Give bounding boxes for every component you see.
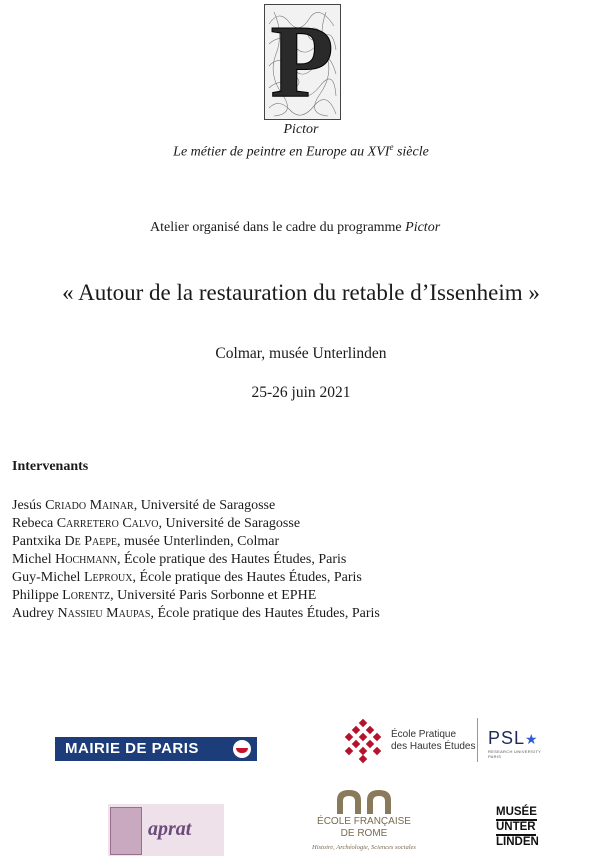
program-subtitle-main: Le métier de peintre en Europe au XVI bbox=[173, 144, 390, 160]
program-subtitle-end: siècle bbox=[393, 144, 429, 160]
program-subtitle bbox=[0, 142, 602, 161]
engraved-letter-p-icon bbox=[264, 4, 341, 120]
musee-unterlinden-logo bbox=[496, 806, 566, 860]
event-place: Colmar, musée Unterlinden bbox=[215, 345, 387, 362]
speaker-item: Rebeca Carretero Calvo, Université de Saragosse bbox=[12, 516, 301, 531]
speakers-list bbox=[12, 497, 380, 623]
speaker-item: Guy-Michel Leproux, École pratique des Hautes Études, Paris bbox=[12, 570, 362, 585]
speaker-item: Pantxika De Paepe, musée Unterlinden, Colmar bbox=[12, 534, 280, 549]
aprat-frame-icon bbox=[110, 807, 142, 855]
ecole-francaise-de-rome-logo bbox=[306, 788, 422, 860]
program-name: Pictor bbox=[283, 122, 319, 137]
ornamental-initial-logo bbox=[264, 4, 341, 120]
musee-line-3: LINDEN bbox=[496, 836, 539, 848]
event-title: « Autour de la restauration du retable d’Issenheim » bbox=[62, 280, 540, 305]
efr-name: ÉCOLE FRANÇAISE DE ROME bbox=[317, 816, 411, 839]
logo-divider bbox=[477, 718, 478, 762]
organise-line bbox=[150, 220, 440, 236]
aprat-logo bbox=[108, 804, 224, 856]
ephe-psl-logo bbox=[340, 718, 550, 764]
efr-subtitle: Histoire, Archéologie, Sciences sociales bbox=[312, 844, 416, 851]
speakers-heading: Intervenants bbox=[12, 459, 89, 474]
mairie-de-paris-logo bbox=[55, 737, 257, 761]
event-dates: 25-26 juin 2021 bbox=[251, 384, 351, 401]
musee-line-2: UNTER bbox=[496, 821, 566, 836]
ephe-name: École Pratique des Hautes Études bbox=[391, 729, 476, 752]
ephe-diamond-icon bbox=[340, 718, 386, 764]
musee-line-1: MUSÉE bbox=[496, 806, 566, 821]
psl-subtitle: RESEARCH UNIVERSITY PARIS bbox=[488, 749, 541, 759]
organise-text: Atelier organisé dans le cadre du programme bbox=[150, 220, 406, 235]
speaker-item: Jesús Criado Mainar, Université de Saragosse bbox=[12, 498, 276, 513]
program-subtitle-sup: e bbox=[389, 142, 394, 152]
organise-program: Pictor bbox=[405, 220, 441, 235]
paris-ship-icon bbox=[233, 740, 251, 758]
speaker-item: Audrey Nassieu Maupas, École pratique des Hautes Études, Paris bbox=[12, 606, 380, 621]
speaker-item: Michel Hochmann, École pratique des Hautes Études, Paris bbox=[12, 552, 347, 567]
mairie-label: MAIRIE DE PARIS bbox=[65, 740, 199, 757]
initial-letter: P bbox=[270, 4, 334, 119]
psl-label: PSL★ bbox=[488, 728, 539, 748]
aprat-label: aprat bbox=[148, 818, 192, 840]
psl-star-icon: ★ bbox=[525, 731, 539, 747]
speaker-item: Philippe Lorentz, Université Paris Sorbonne et EPHE bbox=[12, 588, 317, 603]
arches-icon bbox=[335, 788, 393, 814]
